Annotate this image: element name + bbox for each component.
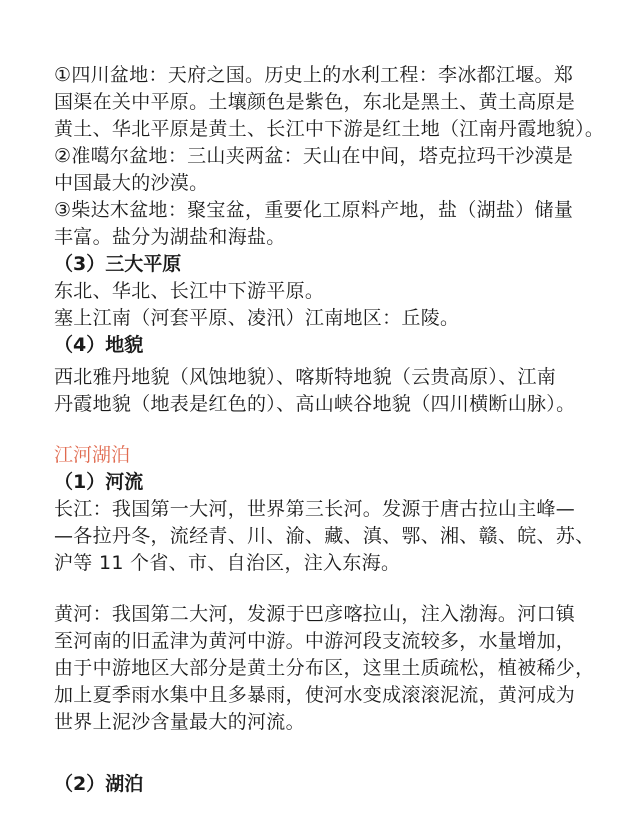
text-line: 长江：我国第一大河，世界第三长河。发源于唐古拉山主峰— — [54, 498, 576, 520]
text-line: ②准噶尔盆地：三山夹两盆：天山在中间，塔克拉玛干沙漠是 — [54, 145, 574, 167]
landforms-section — [54, 332, 602, 418]
text-line: 由于中游地区大部分是黄土分布区，这里土质疏松，植被稀少， — [54, 657, 595, 679]
basin-sichuan — [54, 62, 605, 143]
basin-junggar — [54, 143, 602, 197]
landforms-heading: （4）地貌 — [54, 334, 144, 356]
lakes-heading: （2）湖泊 — [54, 773, 144, 795]
text-line: 西北雅丹地貌（风蚀地貌）、喀斯特地貌（云贵高原）、江南 — [54, 366, 557, 388]
text-line: —各拉丹冬，流经青、川、渝、藏、滇、鄂、湘、赣、皖、苏、 — [54, 525, 595, 547]
yellow-river-paragraph — [54, 601, 602, 736]
text-line: 中国最大的沙漠。 — [54, 172, 209, 194]
text-line: 加上夏季雨水集中且多暴雨，使河水变成滚滚泥流，黄河成为 — [54, 684, 576, 706]
text-line: ③柴达木盆地：聚宝盆，重要化工原料产地，盐（湖盐）储量 — [54, 199, 574, 221]
basin-qaidam — [54, 197, 602, 251]
plains-section — [54, 251, 602, 332]
text-line: 世界上泥沙含量最大的河流。 — [54, 711, 305, 733]
yangtze-paragraph — [54, 496, 602, 577]
text-line: 东北、华北、长江中下游平原。 — [54, 280, 325, 302]
rivers-lakes-section — [54, 442, 602, 798]
text-line: 黄土、华北平原是黄土、长江中下游是红土地（江南丹霞地貌）。 — [54, 118, 605, 140]
text-line: 丹霞地貌（地表是红色的）、高山峡谷地貌（四川横断山脉）。 — [54, 393, 576, 415]
text-line: 丰富。盐分为湖盐和海盐。 — [54, 226, 286, 248]
text-line: 沪等 11 个省、市、自治区，注入东海。 — [54, 552, 401, 574]
text-line: ①四川盆地：天府之国。历史上的水利工程：李冰都江堰。郑 — [54, 64, 574, 86]
text-line: 塞上江南（河套平原、凌汛）江南地区：丘陵。 — [54, 307, 460, 329]
text-line: 国渠在关中平原。土壤颜色是紫色，东北是黑土、黄土高原是 — [54, 91, 576, 113]
plains-heading: （3）三大平原 — [54, 253, 182, 275]
section-title: 江河湖泊 — [54, 444, 131, 466]
text-line: 至河南的旧孟津为黄河中游。中游河段支流较多，水量增加， — [54, 630, 576, 652]
rivers-heading: （1）河流 — [54, 471, 144, 493]
text-line: 黄河：我国第二大河，发源于巴彦喀拉山，注入渤海。河口镇 — [54, 603, 576, 625]
